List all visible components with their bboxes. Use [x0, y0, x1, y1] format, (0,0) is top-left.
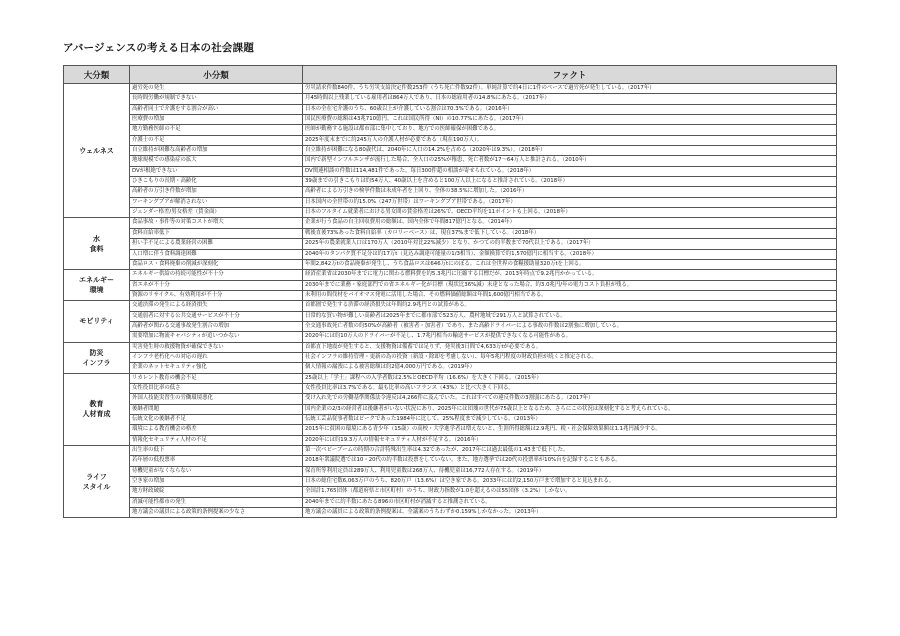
major-category-label: スタイル — [82, 482, 111, 491]
fact-cell: 2030年までに業務・家庭部門での省エネルギー化が目標（現状比36%減）未達となった場合、約3.0兆円/年の電力コスト負担が残る。 — [303, 280, 837, 290]
minor-category-cell: エネルギー供給の持続可能性が不十分 — [130, 270, 303, 280]
major-category-label: エネルギー — [79, 276, 114, 285]
minor-category-cell: 担い手不足による農業経営の困難 — [130, 239, 303, 249]
fact-cell: 全交通事故死亡者数の約50%が高齢者（被害者・加害者）であり、また高齢ドライバーによる事故の件数は2割強に増加している。 — [303, 321, 837, 331]
minor-category-cell: 情報化セキュリティ人材の不足 — [130, 435, 303, 445]
table-row — [64, 104, 837, 114]
major-category-label: モビリティ — [79, 317, 114, 326]
major-category-cell — [64, 342, 130, 373]
minor-category-cell: リカレント教育の機会不足 — [130, 373, 303, 383]
minor-category-cell: 空き家の増加 — [130, 477, 303, 487]
minor-category-cell: 医療費の増加 — [130, 115, 303, 125]
minor-category-cell: 過労死の発生 — [130, 84, 303, 94]
minor-category-cell: 地方勤務医師の不足 — [130, 125, 303, 135]
minor-category-cell: 伝統文化の後継者不足 — [130, 415, 303, 425]
fact-cell: 25歳以上「学士」課程への入学者数は2.5%とOECD平均（16.6%）を大きく下回る。（2015年） — [303, 373, 837, 383]
table-row — [64, 373, 837, 383]
table-row — [64, 352, 837, 362]
table-body — [64, 84, 837, 518]
table-row — [64, 363, 837, 373]
fact-cell: 2020年には約19.3万人の情報セキュリティ人材が不足する。（2016年） — [303, 435, 837, 445]
fact-cell: 日本国内の全世帯の約15.0%（247万世帯）はワーキングプア世帯である。（2017年） — [303, 197, 837, 207]
header-minor-category: 小分類 — [130, 66, 303, 84]
table-row — [64, 321, 837, 331]
minor-category-cell: 企業のネットセキュリティ強化 — [130, 363, 303, 373]
major-category-label: 水 — [93, 234, 100, 243]
fact-cell: 2040年までに約半数にあたる896の市区町村が消滅すると推測されている。 — [303, 497, 837, 507]
minor-category-cell: 省エネが不十分 — [130, 280, 303, 290]
table-row — [64, 228, 837, 238]
table-row — [64, 280, 837, 290]
minor-category-cell: ワーキングプアが解消されない — [130, 197, 303, 207]
table-row — [64, 239, 837, 249]
table-row — [64, 477, 837, 487]
fact-cell: 国内で新型インフルエンザが流行した場合、全人口の25%が罹患、死亡者数が17～64万人と推計される。（2010年） — [303, 156, 837, 166]
table-row — [64, 508, 837, 518]
major-category-cell — [64, 373, 130, 445]
minor-category-cell: 地方財政破綻 — [130, 487, 303, 497]
table-row — [64, 404, 837, 414]
fact-cell: 自立維持が困難になる80歳代は、2040年に人口の14.2%を占める（2020年は9.3%）。（2018年） — [303, 146, 837, 156]
table-row — [64, 290, 837, 300]
fact-cell: DV関連相談の件数は114,481件であった。毎日300件超の相談が寄せられている。（2018年） — [303, 166, 837, 176]
table-row — [64, 125, 837, 135]
table-row — [64, 342, 837, 352]
fact-cell: 2018年衆議院選では10・20代の約半数は投票をしていない。また、地方選挙では20代の投票率が10%台を記録することもある。 — [303, 456, 837, 466]
minor-category-cell: 介護士の不足 — [130, 135, 303, 145]
table-row — [64, 456, 837, 466]
minor-category-cell: インフラ老朽化への対応の遅れ — [130, 352, 303, 362]
minor-category-cell: 高齢者の万引き件数が増加 — [130, 187, 303, 197]
table-row — [64, 311, 837, 321]
table-row — [64, 156, 837, 166]
table-row — [64, 415, 837, 425]
minor-category-cell: ジェンダー格差/男女格差（賃金面） — [130, 208, 303, 218]
major-category-label: ライフ — [86, 472, 107, 481]
fact-cell: 第一次ベビーブームの時期の合計特殊出生率は4.32であったが、2017年には過去最低の1.43まで低下した。 — [303, 446, 837, 456]
minor-category-cell: 若年層の低投票率 — [130, 456, 303, 466]
major-category-label: 教育 — [89, 400, 104, 409]
table-row — [64, 208, 837, 218]
header-major-category: 大分類 — [64, 66, 130, 84]
fact-cell: 39歳までの引きこもりは約54万人、40歳以上を含めると100万人以上になると推計されている。（2018年） — [303, 177, 837, 187]
table-row — [64, 394, 837, 404]
minor-category-cell: 女性役員比率の低さ — [130, 383, 303, 393]
social-issues-table — [63, 65, 837, 518]
major-category-label: 防災 — [89, 348, 104, 357]
fact-cell: 労災請求件数840件、うち労災支給決定件数253件（うち死亡件数92件）。単純計算で約4日に1件のペースで過労死が発生している。（2017年） — [303, 84, 837, 94]
table-row — [64, 466, 837, 476]
minor-category-cell: 自立維持が困難な高齢者の増加 — [130, 146, 303, 156]
fact-cell: 全国計1,765団体（都道府県と市区町村）のうち、財政力指数が1.0を超えるのは55団体（3.2%）しかない。 — [303, 487, 837, 497]
table-row — [64, 187, 837, 197]
fact-cell: 経済産業省は2030年までに電力に関わる燃料費を約5.3兆円に圧縮する目標だが、2013年時点で9.2兆円かかっている。 — [303, 270, 837, 280]
fact-cell: 高齢者による万引きの検挙件数は未成年者を上回り、全体の38.5%に増加した。（2016年） — [303, 187, 837, 197]
table-row — [64, 249, 837, 259]
fact-cell: 女性役員比率は3.7%である。最も比率の高いフランス（43%）と比べ大きく下回る。 — [303, 383, 837, 393]
fact-cell: 国民医療費の総額は43兆710億円。これは国民所得（NI）の10.77%にあたる。（2017年） — [303, 115, 837, 125]
fact-cell: 社会インフラの維持管理・更新の為の投資（新設・除却を考慮しない）、毎年5兆円程度の財政負担が続くと推定される。 — [303, 352, 837, 362]
minor-category-cell: 食料自給率低下 — [130, 228, 303, 238]
fact-cell: 日本の全在宅介護のうち、60歳以上が介護している割合は70.3%である。（2016年） — [303, 104, 837, 114]
table-row — [64, 425, 837, 435]
table-row — [64, 166, 837, 176]
table-row — [64, 487, 837, 497]
table-row — [64, 446, 837, 456]
fact-cell: 個人情報の漏洩による被害総額は約2億4,000万円である。（2019年） — [303, 363, 837, 373]
minor-category-cell: 待機児童がなくならない — [130, 466, 303, 476]
minor-category-cell: 外国人技能実習生の労働環境悪化 — [130, 394, 303, 404]
major-category-cell — [64, 218, 130, 270]
minor-category-cell: 食品ロス・食料廃棄の削減が深刻化 — [130, 259, 303, 269]
major-category-label: 人材育成 — [82, 410, 111, 419]
fact-cell: 月45時間以上残業している雇用者は864万人であり、日本の総雇用者の14.8%にあたる。（2017年） — [303, 94, 837, 104]
minor-category-cell: 交通弱者に対する公共交通サービスが不十分 — [130, 311, 303, 321]
major-category-label: ウェルネス — [79, 146, 114, 155]
fact-cell: 日常的な買い物が難しい高齢者は2025年までに都市部で523万人、農村地域で291万人と試算されている。 — [303, 311, 837, 321]
minor-category-cell: 高齢者が関わる交通事故発生割合の増加 — [130, 321, 303, 331]
fact-cell: 戦後直後73%あった食料自給率（カロリーベース）は、現在37%まで低下している。（2018年） — [303, 228, 837, 238]
fact-cell: 日本のフルタイム就業者における男女間の賃金格差は26%で、OECD平均を11ポイントも上回る。（2018年） — [303, 208, 837, 218]
fact-cell: 医師が勤務する施設は都市部に集中しており、地方での医師確保が困難である。 — [303, 125, 837, 135]
minor-category-cell: 高齢者同士で介護をする割合が高い — [130, 104, 303, 114]
minor-category-cell: 地方議会の議員による政策的条例提案の少なさ — [130, 508, 303, 518]
table-row — [64, 135, 837, 145]
table-row — [64, 218, 837, 228]
table-row — [64, 383, 837, 393]
major-category-label: インフラ — [82, 358, 111, 367]
minor-category-cell: 地球規模での感染症の拡大 — [130, 156, 303, 166]
major-category-label: 環境 — [89, 286, 104, 295]
table-row — [64, 177, 837, 187]
minor-category-cell: 災害発生時の救援物資が確保できない — [130, 342, 303, 352]
page-title: アバージェンスの考える日本の社会課題 — [63, 42, 255, 54]
fact-cell: 首都圏で発生する渋滞の経済損失は年間約2.9兆円との試算がある。 — [303, 301, 837, 311]
fact-cell: 地方議会の議員による政策的条例提案は、全議案のうちわずか0.159%しかなかった。（2013年） — [303, 508, 837, 518]
fact-cell: 2015年に貧困の環境にある青少年（15歳）の高校・大学進学者は増えないと、生涯所得総額は2.9兆円、税・社会保障効果額は1.1兆円減少する。 — [303, 425, 837, 435]
minor-category-cell: 交通渋滞の発生による経済損失 — [130, 301, 303, 311]
table-row — [64, 332, 837, 342]
minor-category-cell: 需要増加に物流キャパシティが追いつかない — [130, 332, 303, 342]
fact-cell: 2025年度末までに約245万人の介護人材が必要である（現在190万人）。 — [303, 135, 837, 145]
fact-cell: 2025年の農業就業人口は170万人（2010年対比22%減少）となり、かつての約半数まで70代以上である。（2017年） — [303, 239, 837, 249]
minor-category-cell: 環境による教育機会の格差 — [130, 425, 303, 435]
fact-cell: 年間2,842万tの食品廃棄が発生し、うち食品ロスは646万tにのぼる。これは全世界の食糧援助量320万tを上回る。 — [303, 259, 837, 269]
minor-category-cell: 消滅可能性都市の発生 — [130, 497, 303, 507]
minor-category-cell: 食品事故・事件等の対策コストが増大 — [130, 218, 303, 228]
table-row — [64, 435, 837, 445]
major-category-cell — [64, 84, 130, 218]
fact-cell: 受け入れ先での労働基準関係法令違反は4,266件に及んでいた。これはすべての違反件数の3割弱にあたる。（2017年） — [303, 394, 837, 404]
table-row — [64, 94, 837, 104]
major-category-label: 食料 — [89, 244, 104, 253]
fact-cell: 企業が行う食品の自主回収費用の総額は、国内全体で年間817億円となる。（2014年） — [303, 218, 837, 228]
minor-category-cell: 出生率の低下 — [130, 446, 303, 456]
header-fact: ファクト — [303, 66, 837, 84]
fact-cell: 2020年には約10万人のドライバーが不足し、1.7兆円相当の輸送サービスが提供できなくなる可能性がある。 — [303, 332, 837, 342]
table-row — [64, 301, 837, 311]
fact-cell: 2040年のタンパク質不足分は約17万t（見込み調達可能量の1/3相当）、金額換算で約1,570億円に相当する。（2018年） — [303, 249, 837, 259]
minor-category-cell: DVが根絶できない — [130, 166, 303, 176]
table-row — [64, 197, 837, 207]
fact-cell: 保育所等利用定員は289万人、利用児童数は268万人、待機児童は16,772人存在する。（2019年） — [303, 466, 837, 476]
minor-category-cell: 長時間労働が規制できない — [130, 94, 303, 104]
fact-cell: 国内企業の2/3の経営者は後継者がいない状況にあり、2025年には団塊の世代が75歳以上となるため、さらにこの状況は深刻化すると考えられている。 — [303, 404, 837, 414]
table-row — [64, 270, 837, 280]
table-row — [64, 497, 837, 507]
table-row — [64, 259, 837, 269]
major-category-cell — [64, 446, 130, 518]
minor-category-cell: 資源のリサイクル、有効利用が不十分 — [130, 290, 303, 300]
fact-cell: 未利用の間伐材をバイオマス発電に活用した場合、その燃料価値総額は年間1,600億円相当である。 — [303, 290, 837, 300]
major-category-cell — [64, 270, 130, 301]
table-row — [64, 115, 837, 125]
fact-cell: 首都直下地震が発生すると、支援物資は備蓄では足りず、発災後3日間で4,633万tが必要である。 — [303, 342, 837, 352]
fact-cell: 日本の総住宅数6,063万戸のうち、820万戸（13.6%）は空き家である。2033年には約2,150万戸まで増加すると見込まれる。 — [303, 477, 837, 487]
major-category-cell — [64, 301, 130, 342]
table-header-row — [64, 66, 837, 84]
minor-category-cell: ひきこもりの長期・高齢化 — [130, 177, 303, 187]
minor-category-cell: 人口増に伴う食料調達困難 — [130, 249, 303, 259]
table-row — [64, 84, 837, 94]
minor-category-cell: 後継者問題 — [130, 404, 303, 414]
table-row — [64, 146, 837, 156]
fact-cell: 伝統工芸品従事者数はピークであった1984年に比して、25%程度まで減少している。（2013年） — [303, 415, 837, 425]
